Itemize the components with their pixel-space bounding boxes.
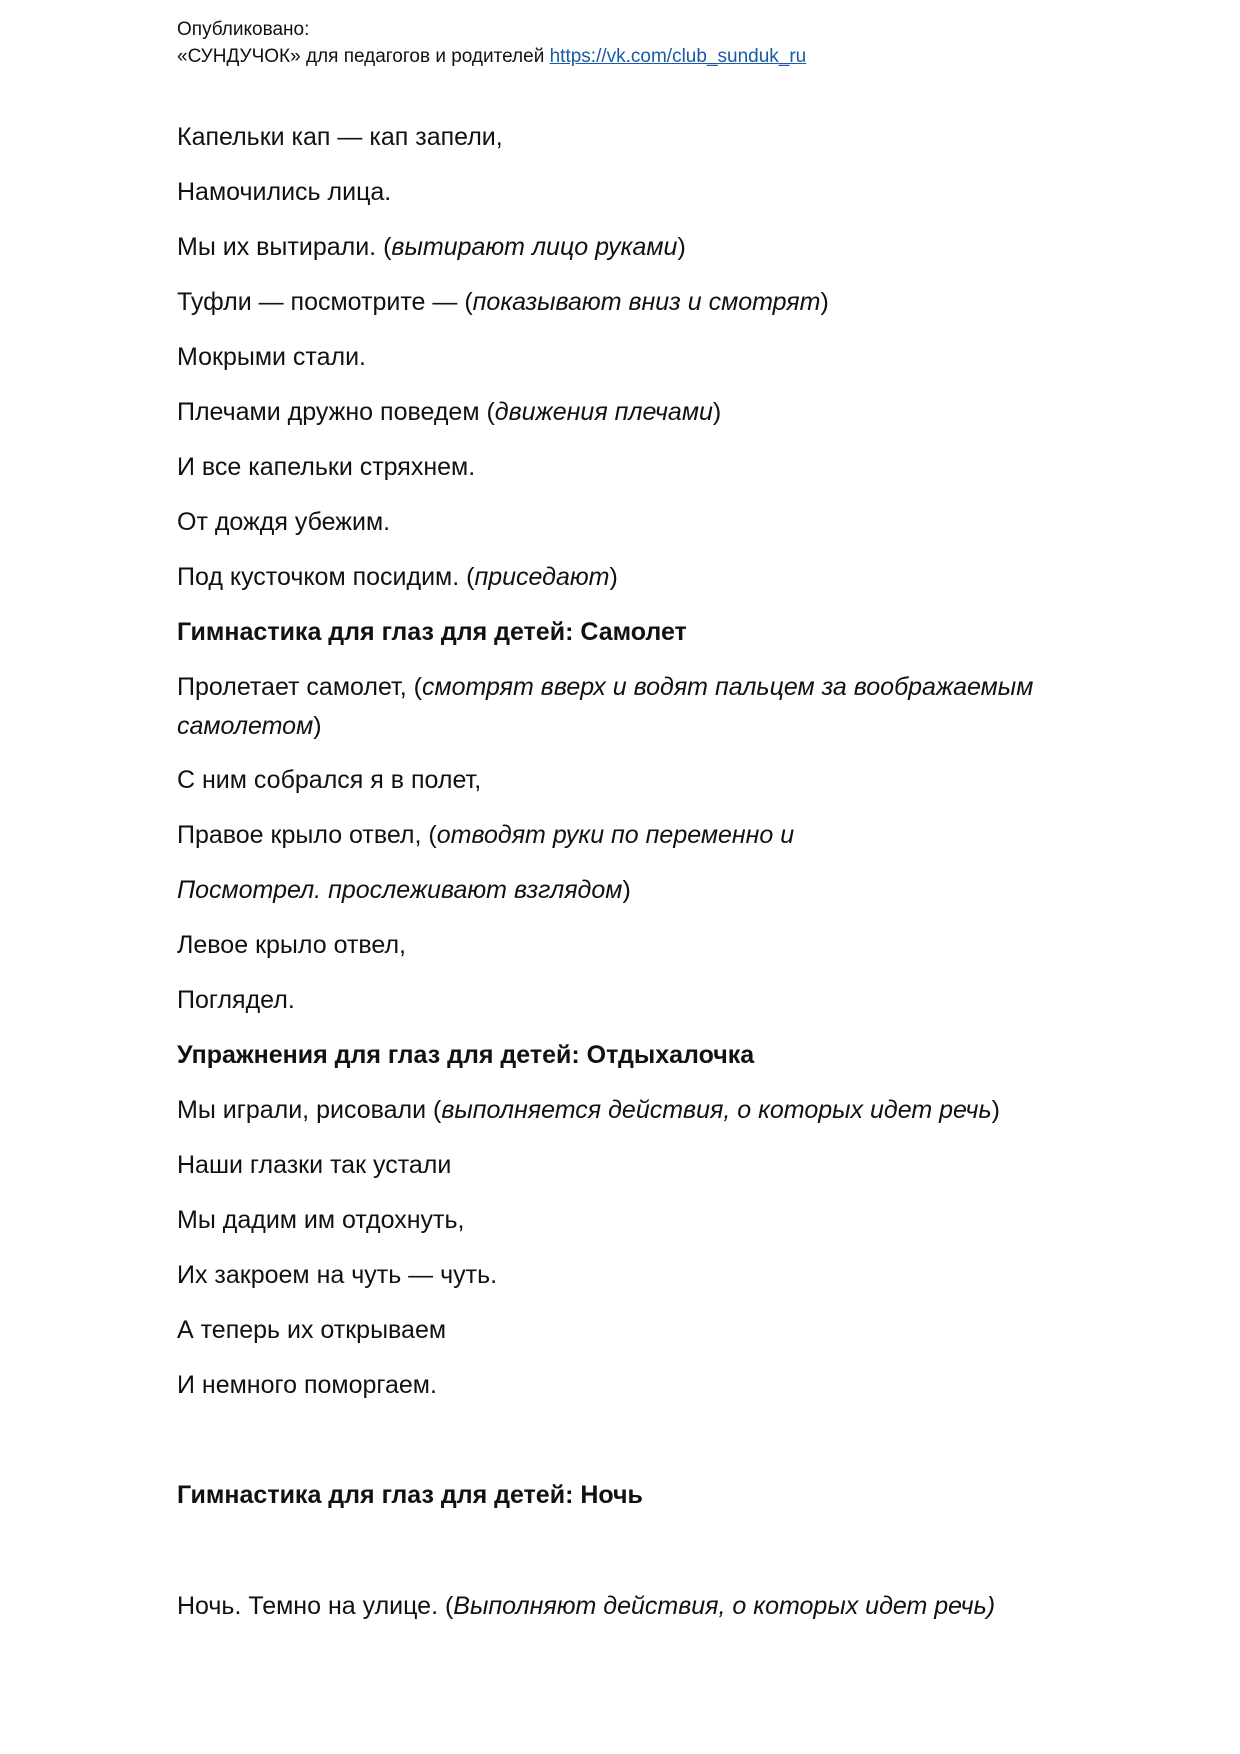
verse-line: Туфли — посмотрите — (показывают вниз и смотрят)	[177, 288, 829, 316]
verse-line: Плечами дружно поведем (движения плечами)	[177, 398, 722, 426]
verse-line: Капельки кап — кап запели,	[177, 123, 503, 151]
stage-direction: отводят руки по переменно и	[436, 821, 795, 849]
verse-line: Мы их вытирали. (вытирают лицо руками)	[177, 233, 686, 261]
stage-direction: вытирают лицо руками	[391, 233, 678, 261]
section-heading-plane: Гимнастика для глаз для детей: Самолет	[177, 618, 687, 646]
verse-line: И все капельки стряхнем.	[177, 453, 476, 481]
stage-direction: движения плечами	[494, 398, 713, 426]
verse-line: Наши глазки так устали	[177, 1151, 452, 1179]
stage-direction: смотрят вверх и водят пальцем за воображаемым самолетом	[177, 673, 1034, 740]
stage-direction: показывают вниз и смотрят	[472, 288, 821, 316]
published-label: Опубликовано:	[177, 19, 310, 40]
stage-direction: Посмотрел. прослеживают взглядом	[177, 876, 623, 904]
stage-direction: Выполняют действия, о которых идет речь)	[453, 1592, 996, 1620]
verse-line: И немного поморгаем.	[177, 1371, 437, 1399]
stage-direction: приседают	[474, 563, 610, 591]
verse-line: Пролетает самолет, (смотрят вверх и водят пальцем за воображаемым самолетом)	[177, 673, 1034, 740]
verse-line: От дождя убежим.	[177, 508, 391, 536]
publication-header	[177, 16, 1177, 70]
source-link[interactable]: https://vk.com/club_sunduk_ru	[549, 46, 807, 67]
verse-line: Правое крыло отвел, (отводят руки по переменно и	[177, 821, 795, 849]
verse-line: Их закроем на чуть — чуть.	[177, 1261, 498, 1289]
publication-source	[177, 43, 1177, 70]
verse-line: Ночь. Темно на улице. (Выполняют действия, о которых идет речь)	[177, 1592, 996, 1620]
verse-line: Под кусточком посидим. (приседают)	[177, 563, 618, 591]
verse-line: Мы играли, рисовали (выполняется действия, о которых идет речь)	[177, 1096, 1000, 1124]
verse-line: Посмотрел. прослеживают взглядом)	[177, 876, 631, 904]
section-heading-night: Гимнастика для глаз для детей: Ночь	[177, 1481, 643, 1509]
source-text: «СУНДУЧОК» для педагогов и родителей	[177, 46, 545, 67]
section-heading-rest: Упражнения для глаз для детей: Отдыхалочка	[177, 1041, 755, 1069]
verse-line: А теперь их открываем	[177, 1316, 447, 1344]
verse-line: Мокрыми стали.	[177, 343, 366, 371]
verse-line: Левое крыло отвел,	[177, 931, 407, 959]
verse-line: Намочились лица.	[177, 178, 392, 206]
verse-line: Мы дадим им отдохнуть,	[177, 1206, 465, 1234]
verse-line: С ним собрался я в полет,	[177, 766, 482, 794]
stage-direction: выполняется действия, о которых идет речь	[441, 1096, 992, 1124]
verse-line: Поглядел.	[177, 986, 295, 1014]
